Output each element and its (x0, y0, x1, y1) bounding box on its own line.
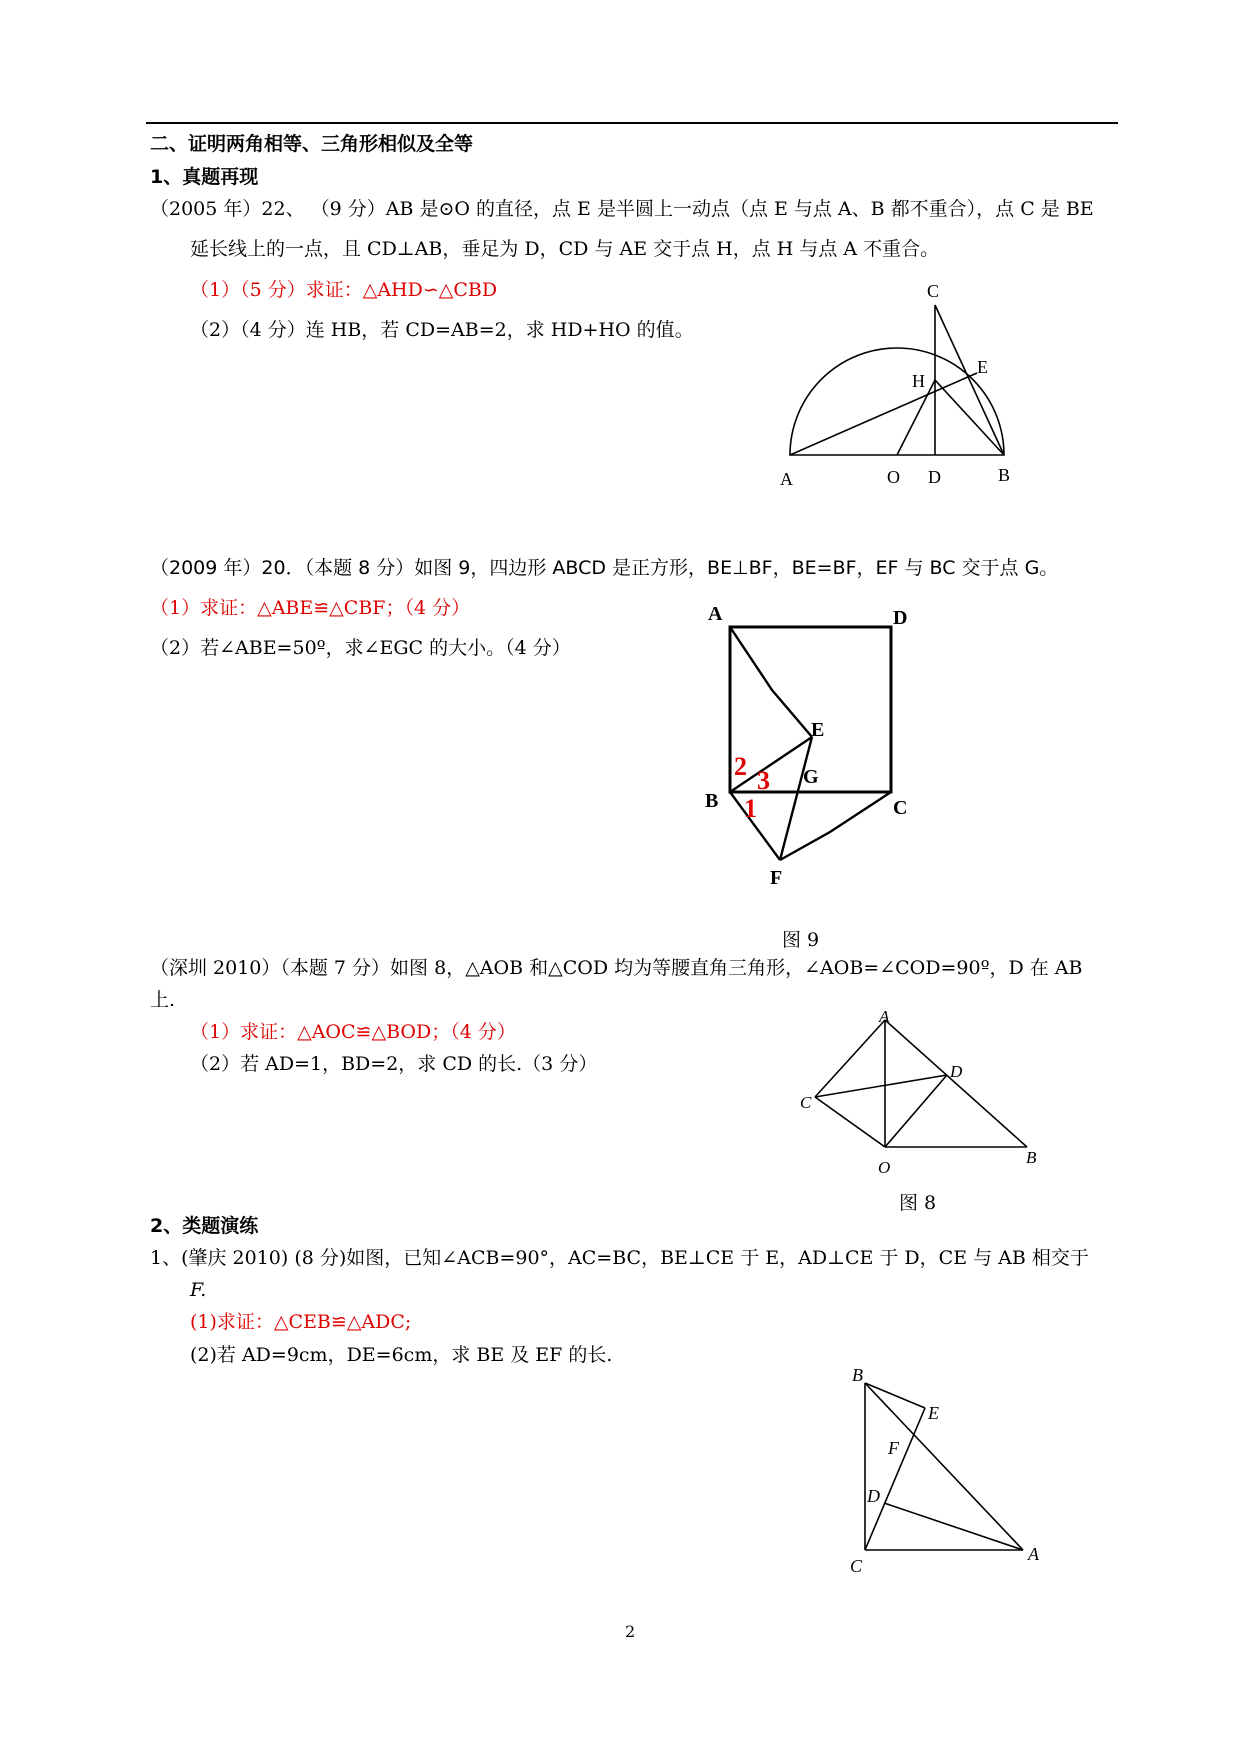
label-a: A (1028, 1544, 1039, 1564)
label-e: E (977, 357, 988, 377)
label-e: E (811, 719, 825, 741)
angle-label-3: 3 (757, 766, 770, 795)
problem-2009-line1 (150, 555, 1058, 581)
label-d: D (867, 1486, 880, 1506)
figure-8-caption: 图 8 (899, 1192, 937, 1214)
semicircle-figure (770, 280, 1040, 500)
label-c: C (800, 1093, 812, 1112)
problem-2010-line2: 上. (150, 989, 176, 1011)
label-o: O (887, 467, 900, 487)
problem-2010-q1: （1）求证：△AOC≌△BOD；（4 分） (190, 1021, 516, 1043)
square-figure (700, 600, 940, 910)
label-b: B (1026, 1148, 1037, 1167)
label-b: B (705, 790, 719, 812)
segment-cf (780, 792, 891, 860)
subsection-practice: 2、类题演练 (150, 1215, 259, 1237)
problem-zq-line1: 1、(肇庆 2010) (8 分)如图，已知∠ACB=90°，AC=BC，BE⊥CE 于 E，AD⊥CE 于 D，CE 与 AB 相交于 (150, 1247, 1089, 1269)
segment-do (885, 1075, 947, 1147)
segment-ce (865, 1408, 925, 1550)
label-d: D (893, 607, 908, 629)
segment-cb (935, 305, 1004, 455)
segment-ca (815, 1020, 885, 1097)
label-f: F (770, 867, 783, 889)
problem-2005-q2: （2）（4 分）连 HB，若 CD=AB=2，求 HD+HO 的值。 (190, 319, 694, 341)
segment-co (815, 1097, 885, 1147)
problem-zq-line2: F. (190, 1279, 207, 1301)
label-a: A (879, 1007, 890, 1026)
page-number: 2 (625, 1622, 636, 1641)
label-c: C (893, 797, 908, 819)
segment-ad (884, 1503, 1023, 1550)
label-g: G (803, 766, 819, 788)
segment-hb (935, 380, 1004, 455)
label-e: E (928, 1403, 939, 1423)
segment-oh (897, 380, 935, 455)
label-d: D (928, 467, 941, 487)
label-h: H (912, 371, 925, 391)
label-o: O (878, 1158, 891, 1177)
problem-2005-q1: （1）（5 分）求证：△AHD∽△CBD (190, 279, 498, 301)
segment-ab (865, 1383, 1023, 1550)
label-d: D (950, 1062, 963, 1081)
segment-be (865, 1383, 925, 1408)
subsection-real-problems: 1、真题再现 (150, 166, 259, 188)
problem-2009-q1: （1）求证：△ABE≌△CBF；（4 分） (150, 597, 471, 619)
label-f: F (888, 1438, 899, 1458)
right-triangle-figure (840, 1365, 1060, 1585)
label-c: C (850, 1556, 863, 1576)
section-title: 二、证明两角相等、三角形相似及全等 (150, 133, 474, 155)
figure-9-caption: 图 9 (782, 929, 820, 951)
segment-ab (885, 1020, 1027, 1147)
angle-label-1: 1 (744, 794, 757, 823)
segment-ae (730, 627, 812, 737)
problem-2010-q2: （2）若 AD=1，BD=2，求 CD 的长.（3 分） (190, 1053, 598, 1075)
triangles-figure-8 (790, 1007, 1050, 1180)
problem-zq-q2: (2)若 AD=9cm，DE=6cm，求 BE 及 EF 的长. (190, 1344, 613, 1366)
label-b: B (998, 465, 1011, 485)
angle-label-2: 2 (734, 752, 747, 781)
segment-cd (815, 1075, 947, 1097)
label-b: B (852, 1365, 863, 1385)
label-a: A (708, 603, 723, 625)
problem-2009-text: （2009 年）20．（本题 8 分）如图 9，四边形 ABCD 是正方形，BE⊥BF，BE=BF，EF 与 BC 交于点 G。 (150, 557, 1059, 579)
segment-ae (790, 373, 977, 455)
problem-2010-line1: （深圳 2010）（本题 7 分）如图 8，△AOB 和△COD 均为等腰直角三角形，∠AOB=∠COD=90º，D 在 AB (150, 957, 1083, 979)
label-c: C (927, 281, 940, 301)
label-a: A (780, 469, 793, 489)
problem-2009-q2: （2）若∠ABE=50º，求∠EGC 的大小。（4 分） (150, 637, 571, 659)
header-rule (146, 122, 1118, 124)
problem-2005-line2: 延长线上的一点，且 CD⊥AB，垂足为 D，CD 与 AE 交于点 H，点 H 与点 A 不重合。 (190, 238, 940, 260)
semicircle (790, 348, 1004, 455)
problem-zq-q1: (1)求证：△CEB≌△ADC; (190, 1311, 412, 1333)
problem-2005-line1: （2005 年）22、 （9 分）AB 是⊙O 的直径，点 E 是半圆上一动点（点 E 与点 A、B 都不重合），点 C 是 BE (150, 198, 1094, 220)
